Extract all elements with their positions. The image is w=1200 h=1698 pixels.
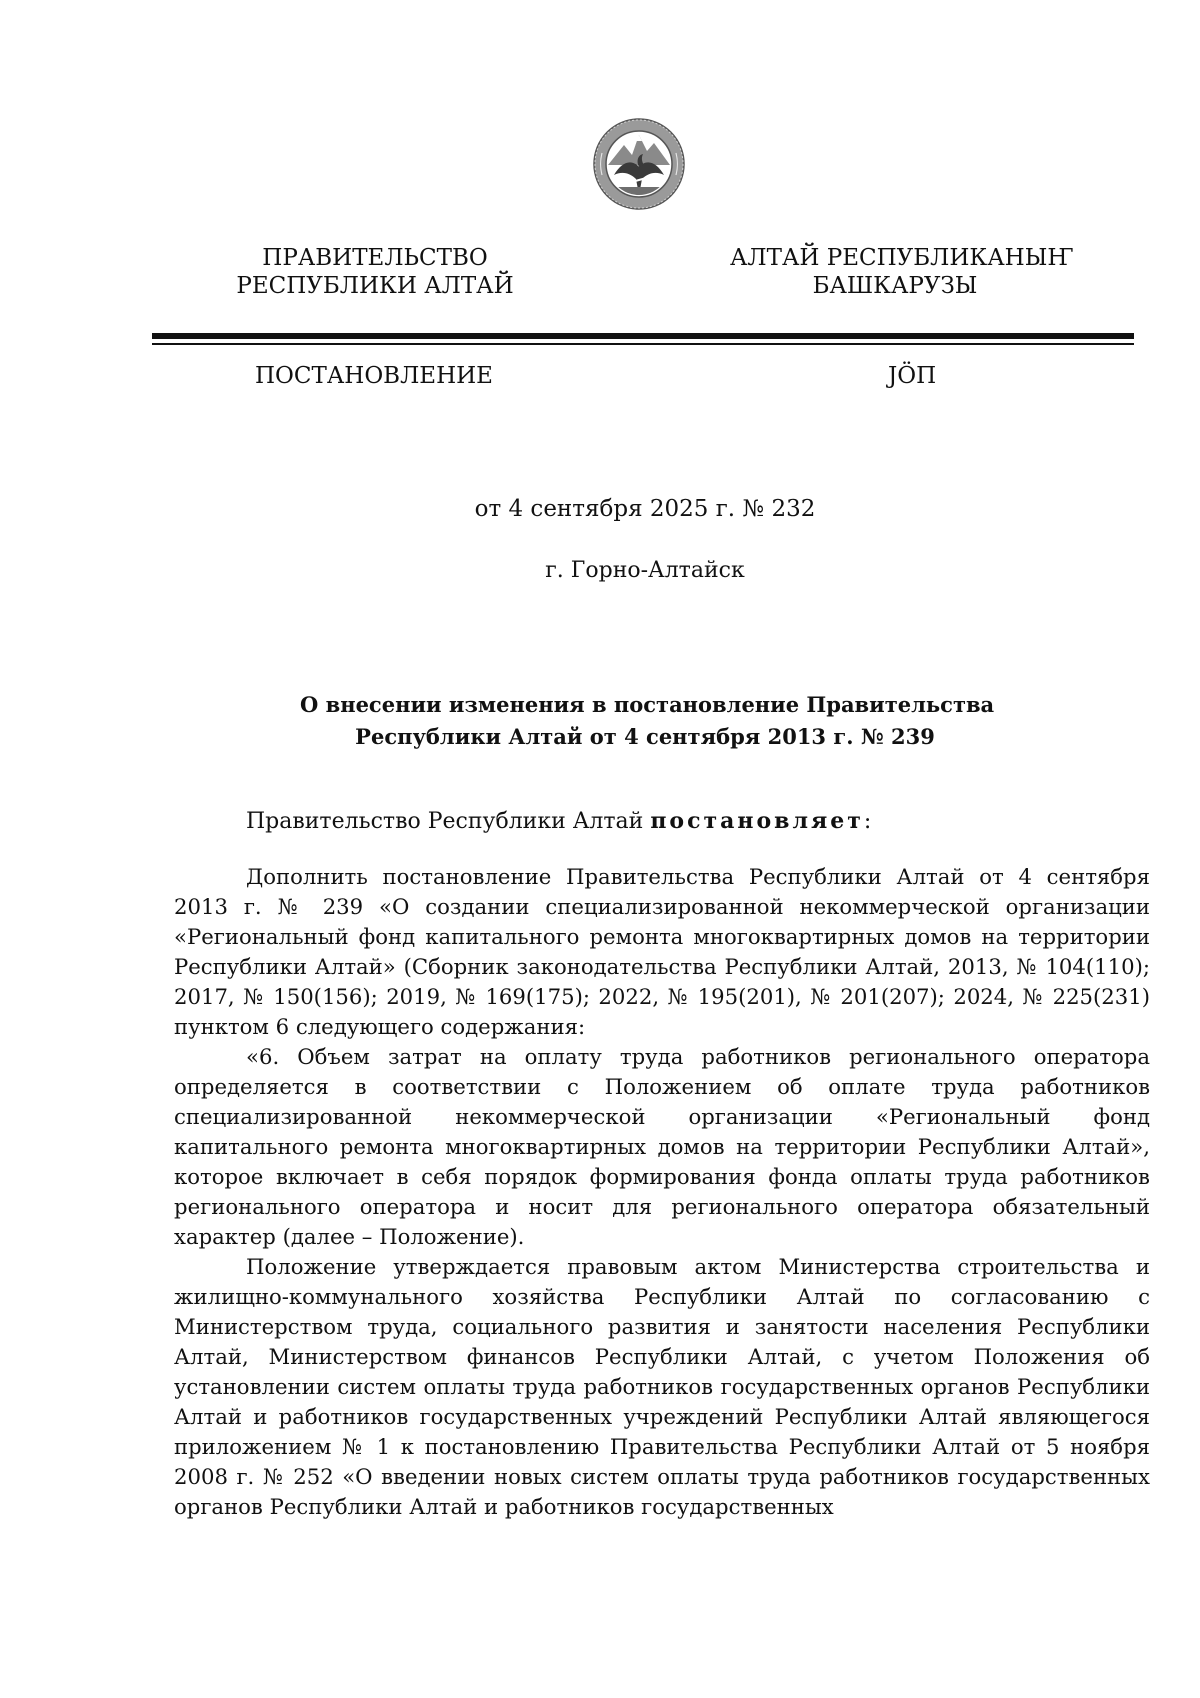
preamble-emphasis: постановляет [650, 808, 864, 834]
decree-title [300, 689, 995, 753]
body-paragraph: Дополнить постановление Правительства Республики Алтай от 4 сентября 2013 г. № 239 «О создании специализированной некоммерческой организации «Региональный фонд капитального ремонта многоквартирных домов на территории Республики Алтай» (Сборник законодательства Республики Алтай, 2013, № 104(110); 2017, № 150(156); 2019, № 169(175); 2022, № 195(201), № 201(207); 2024, № 225(231) пунктом 6 следующего содержания: [174, 864, 1150, 1039]
doc-type-ru: ПОСТАНОВЛЕНИЕ [255, 363, 493, 389]
decree-title-line2: Республики Алтай от 4 сентября 2013 г. № 239 [355, 724, 935, 749]
header-left-line2: РЕСПУБЛИКИ АЛТАЙ [236, 273, 514, 299]
header-left-line1: ПРАВИТЕЛЬСТВО [262, 245, 488, 271]
decree-date-number: от 4 сентября 2025 г. № 232 [474, 496, 816, 522]
header-right-line2: БАШКАРУЗЫ [812, 273, 978, 299]
coat-of-arms-icon [592, 117, 686, 211]
body-paragraph: Положение утверждается правовым актом Министерства строительства и жилищно-коммунального хозяйства Республики Алтай по согласованию с Министерством труда, социального развития и занятости населения Республики Алтай, Министерством финансов Республики Алтай, с учетом Положения об установлении систем оплаты труда работников государственных органов Республики Алтай и работников государственных учреждений Республики Алтай являющегося приложением № 1 к постановлению Правительства Республики Алтай от 5 ноября 2008 г. № 252 «О введении новых систем оплаты труда работников государственных органов Республики Алтай и работников государственных [174, 1254, 1150, 1519]
preamble-text: Правительство Республики Алтай [246, 809, 651, 834]
header-right [730, 244, 1074, 300]
header-right-line1: АЛТАЙ РЕСПУБЛИКАНЫҤ [730, 245, 1074, 271]
decree-title-line1: О внесении изменения в постановление Правительства [300, 692, 995, 717]
header-left [210, 244, 540, 300]
preamble [246, 807, 871, 836]
decree-body [174, 862, 1150, 1522]
body-paragraph: «6. Объем затрат на оплату труда работников регионального оператора определяется в соответствии с Положением об оплате труда работников специализированной некоммерческой организации «Региональный фонд капитального ремонта многоквартирных домов на территории Республики Алтай», которое включает в себя порядок формирования фонда оплаты труда работников регионального оператора и носит для регионального оператора обязательный характер (далее – Положение). [174, 1044, 1150, 1249]
header-divider-thick [152, 333, 1134, 339]
header-divider-thin [152, 343, 1134, 345]
decree-city: г. Горно-Алтайск [545, 558, 745, 583]
doc-type-alt: JÖП [888, 363, 937, 389]
preamble-colon: : [863, 809, 872, 834]
